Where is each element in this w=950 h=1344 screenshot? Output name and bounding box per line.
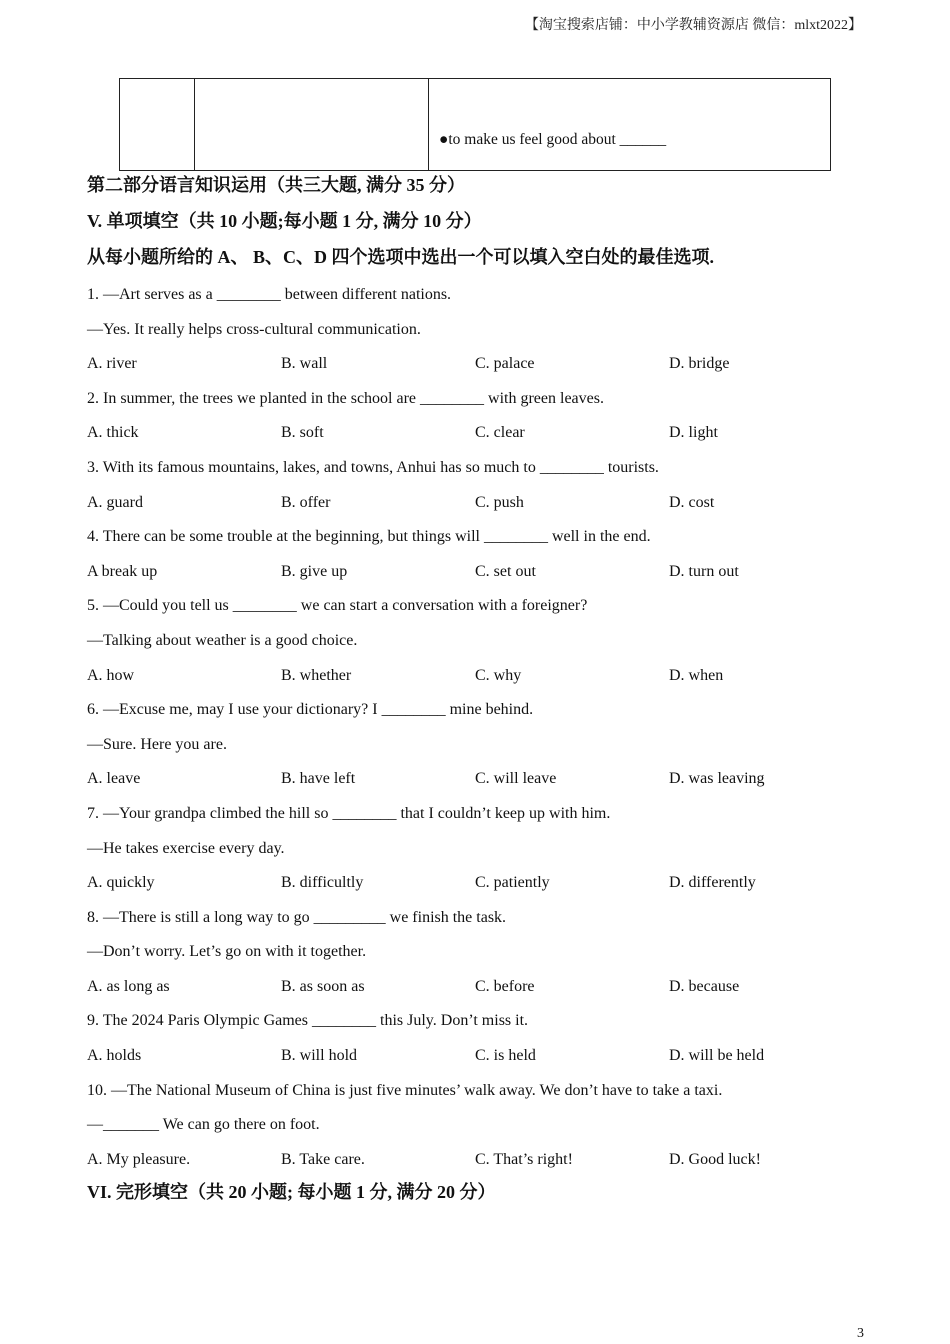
question-item	[87, 1004, 867, 1073]
section5-title: V. 单项填空（共 10 小题;每小题 1 分, 满分 10 分）	[87, 211, 482, 231]
option-b: B. whether	[281, 666, 352, 684]
option-d: D. will be held	[669, 1047, 765, 1065]
option-c: C. palace	[475, 355, 535, 373]
table-cell-2	[195, 79, 429, 170]
question-stem: 9. The 2024 Paris Olympic Games ________ this July. Don’t miss it.	[87, 1012, 529, 1030]
option-a: A. holds	[87, 1047, 142, 1065]
table-bullet-text: ●to make us feel good about ______	[439, 131, 667, 148]
question-item	[87, 1074, 867, 1178]
question-item	[87, 693, 867, 797]
option-d: D. light	[669, 424, 718, 442]
option-a: A. as long as	[87, 977, 170, 995]
options-row	[87, 486, 867, 521]
options-row	[87, 1039, 867, 1074]
table-cell-1	[120, 79, 195, 170]
option-d: D. bridge	[669, 355, 730, 373]
option-b: B. Take care.	[281, 1150, 365, 1168]
question-stem: 3. With its famous mountains, lakes, and towns, Anhui has so much to ________ tourists.	[87, 458, 659, 476]
option-d: D. because	[669, 977, 740, 995]
option-b: B. will hold	[281, 1047, 358, 1065]
options-row	[87, 970, 867, 1005]
options-row	[87, 555, 867, 590]
question-stem: 4. There can be some trouble at the beginning, but things will ________ well in the end.	[87, 528, 651, 546]
option-c: C. will leave	[475, 770, 557, 788]
options-row	[87, 866, 867, 901]
table-fragment	[119, 78, 831, 171]
option-d: D. differently	[669, 874, 756, 892]
option-b: B. offer	[281, 493, 331, 511]
option-b: B. soft	[281, 424, 324, 442]
options-row	[87, 416, 867, 451]
question-reply: —He takes exercise every day.	[87, 839, 285, 857]
question-stem: 1. —Art serves as a ________ between different nations.	[87, 286, 452, 303]
section6-title: VI. 完形填空（共 20 小题; 每小题 1 分, 满分 20 分）	[87, 1182, 496, 1203]
option-c: C. set out	[475, 562, 536, 580]
option-b: B. difficultly	[281, 874, 364, 892]
option-d: D. was leaving	[669, 770, 765, 788]
option-a: A. thick	[87, 424, 139, 442]
option-c: C. push	[475, 493, 524, 511]
option-d: D. turn out	[669, 562, 739, 580]
part-title: 第二部分语言知识运用（共三大题, 满分 35 分）	[87, 175, 465, 195]
options-row	[87, 1143, 867, 1178]
main-content	[87, 170, 867, 1213]
question-item	[87, 278, 867, 382]
section5-instruction: 从每小题所给的 A、 B、C、D 四个选项中选出一个可以填入空白处的最佳选项.	[87, 247, 714, 267]
question-reply: —_______ We can go there on foot.	[87, 1116, 320, 1134]
question-item	[87, 382, 867, 451]
options-row	[87, 659, 867, 694]
question-reply: —Talking about weather is a good choice.	[87, 631, 358, 649]
option-c: C. clear	[475, 424, 525, 442]
option-d: D. Good luck!	[669, 1150, 761, 1168]
option-a: A. quickly	[87, 874, 155, 892]
option-a: A. river	[87, 355, 137, 373]
option-c: C. is held	[475, 1047, 536, 1065]
option-a: A. guard	[87, 493, 143, 511]
option-b: B. as soon as	[281, 977, 365, 995]
option-d: D. cost	[669, 493, 715, 511]
option-b: B. wall	[281, 355, 328, 373]
question-stem: 6. —Excuse me, may I use your dictionary? I ________ mine behind.	[87, 701, 534, 719]
question-stem: 2. In summer, the trees we planted in the school are ________ with green leaves.	[87, 389, 604, 407]
option-b: B. have left	[281, 770, 356, 788]
question-reply: —Yes. It really helps cross-cultural communication.	[87, 320, 421, 338]
question-item	[87, 520, 867, 589]
question-stem: 10. —The National Museum of China is just five minutes’ walk away. We don’t have to take a taxi.	[87, 1081, 723, 1099]
option-b: B. give up	[281, 562, 348, 580]
option-a: A. how	[87, 666, 135, 684]
table-cell-3	[429, 79, 830, 170]
question-stem: 5. —Could you tell us ________ we can start a conversation with a foreigner?	[87, 597, 588, 615]
question-item	[87, 451, 867, 520]
question-item	[87, 797, 867, 901]
option-a: A. My pleasure.	[87, 1150, 191, 1168]
options-row	[87, 762, 867, 797]
options-row	[87, 347, 867, 382]
question-item	[87, 901, 867, 1005]
question-reply: —Don’t worry. Let’s go on with it together.	[87, 943, 367, 961]
question-stem: 7. —Your grandpa climbed the hill so ________ that I couldn’t keep up with him.	[87, 804, 611, 822]
option-c: C. That’s right!	[475, 1150, 573, 1168]
question-reply: —Sure. Here you are.	[87, 735, 227, 753]
option-a: A. leave	[87, 770, 141, 788]
question-item	[87, 589, 867, 693]
option-c: C. before	[475, 977, 535, 995]
question-stem: 8. —There is still a long way to go _________ we finish the task.	[87, 908, 507, 926]
option-a: A break up	[87, 562, 158, 580]
question-list	[87, 278, 867, 1177]
option-c: C. patiently	[475, 874, 550, 892]
page-number: 3	[857, 1326, 864, 1341]
header-note: 【淘宝搜索店铺：中小学教辅资源店 微信：mlxt2022】	[524, 18, 862, 33]
option-c: C. why	[475, 666, 522, 684]
option-d: D. when	[669, 666, 724, 684]
